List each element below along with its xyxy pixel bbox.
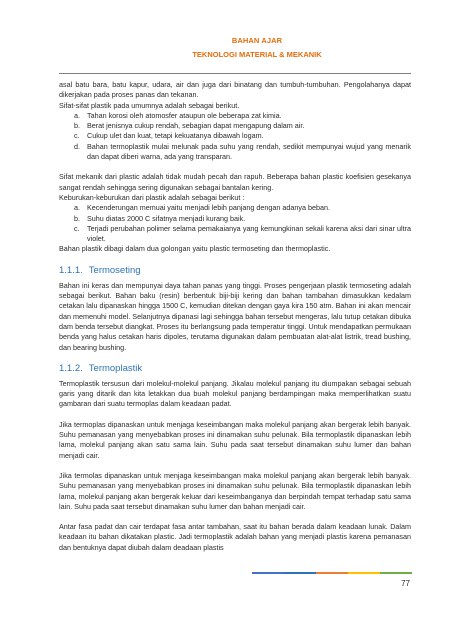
page-number: 77 bbox=[401, 579, 410, 588]
section-number: 1.1.2. bbox=[59, 362, 83, 374]
footer-color-bar bbox=[252, 572, 412, 574]
list-item bbox=[74, 223, 411, 245]
list-marker: c. bbox=[74, 223, 80, 233]
list-item-text: Berat jenisnya cukup rendah, sebagian dapat mengapung dalam air. bbox=[87, 121, 305, 131]
document-header bbox=[0, 36, 452, 59]
footer-bar-segment bbox=[316, 572, 348, 574]
paragraph: Bahan plastik dibagi dalam dua golongan yaitu plastic termoseting dan thermoplastic. bbox=[59, 244, 331, 254]
paragraph: Jika termoplas dipanaskan untuk menjaga keseimbangan maka molekul panjang akan bergerak lebih banyak. Suhu pemanasan yang menyebabkan proses ini dinamakan suhu pelunak. Bila termoplastik dipanaskan lebih lama, molekul panjang akan satu sama lain. Suhu pada saat tersebut dinamakan suhu lumer dan bahan menjadi cair. bbox=[59, 419, 411, 460]
section-heading-termoplastik bbox=[59, 353, 411, 379]
list-item-text: Suhu diatas 2000 C sifatnya menjadi kurang baik. bbox=[87, 213, 246, 223]
list-marker: a. bbox=[74, 110, 80, 120]
paragraph: asal batu bara, batu kapur, udara, air dan juga dari binatang dan tumbuh-tumbuhan. Pengolahanya dapat dikerjakan pada proses panas dan tekanan. bbox=[59, 80, 411, 100]
paragraph: Bahan ini keras dan mempunyai daya tahan panas yang tinggi. Proses pengerjaan plastik termoseting adalah sebagai berikut. Bahan baku (resin) berbentuk biji-biji kering dan bahan tambahan dimasukkan kedalam cetakan lalu dipanaskan hingga 1500 C, kemudian ditekan dengan gaya kira 150 atm. Bahan ini akan mencair dan memenuhi model. Selanjutnya dipanasi lagi sehingga bahan tersebut mengeras, lalu tutup cetakan dibuka dam benda tersebut diangkat. Proses itu berlangsung pada temperatur tinggi. Untuk mendapatkan permukaan benda yang halus cetakan haris dipoles, terutama digunakan dalam pembuatan alat-alat listrik, tread bushing, dan bearing bushing. bbox=[59, 280, 411, 352]
footer-bar-segment bbox=[348, 572, 380, 574]
section-title: Termoplastik bbox=[88, 362, 143, 374]
list-item-text: Cukup ulet dan kuat, tetapi kekuatanya dibawah logam. bbox=[87, 131, 264, 141]
header-title: BAHAN AJAR bbox=[231, 36, 283, 45]
list-item-text: Tahan korosi oleh atomosfer ataupun ole beberapa zat kimia. bbox=[87, 110, 282, 120]
paragraph: Sifat mekanik dari plastic adalah tidak mudah pecah dan rapuh. Beberapa bahan plastic koefisien gesekanya sangat rendah sehingga sering digunakan sebagai bantalan kering. bbox=[59, 172, 411, 192]
header-subtitle: TEKNOLOGI MATERIAL & MEKANIK bbox=[192, 50, 322, 59]
list-marker: b. bbox=[74, 213, 80, 223]
footer-bar-segment bbox=[252, 572, 284, 574]
list-marker: c. bbox=[74, 131, 80, 141]
list-item bbox=[74, 203, 411, 213]
list-marker: a. bbox=[74, 203, 80, 213]
list-item bbox=[74, 131, 411, 141]
drawbacks-list bbox=[59, 203, 411, 244]
paragraph: Keburukan-keburukan dari plastik adalah sebagai berikut : bbox=[59, 192, 245, 202]
list-item-text: Kecenderungan memuai yaitu menjadi lebih panjang dengan adanya beban. bbox=[87, 203, 330, 213]
paragraph: Antar fasa padat dan cair terdapat fasa antar tambahan, saat itu bahan berada dalam keadaan lunak. Dalam keadaan itu bahan dikatakan plastic. Jadi termoplastik adalah bahan yang menjadi plastis karena pemanasan dan bentuknya dapat diubah dalam deadaan plastis bbox=[59, 522, 411, 552]
footer-bar-segment bbox=[380, 572, 412, 574]
list-item bbox=[74, 213, 411, 224]
properties-list bbox=[59, 111, 411, 162]
paragraph: Termoplastik tersusun dari molekul-molekul panjang. Jikalau molekul panjang itu diumpakan sebagai sebuah garis yang ditarik dan kita letakkan dua buah molekul panjang berdampingan maka memperlihatkan suatu gambaran dari suatu termoplas dalam keadaan padat. bbox=[59, 378, 411, 409]
header-divider bbox=[59, 73, 411, 74]
section-heading-termoseting bbox=[59, 255, 411, 281]
list-marker: b. bbox=[74, 121, 80, 131]
list-item-text: Bahan termoplastik mulai melunak pada suhu yang rendah, sedikit mempunyai wujud yang menarik dan dapat diberi warna, ada yang transparan. bbox=[87, 141, 411, 162]
paragraph: Sifat-sifat plastik pada umumnya adalah sebagai berikut. bbox=[59, 100, 240, 110]
page-body bbox=[59, 80, 411, 553]
list-marker: d. bbox=[74, 141, 80, 151]
section-number: 1.1.1. bbox=[59, 264, 83, 276]
paragraph: Jika termolas dipanaskan untuk menjaga keseimbangan maka molekul panjang akan bergerak lebih banyak. Suhu pemanasan yang menyebabkan proses ini dinamakan suhu pelunak. Bila termoplastik dipanaskan lebih lama, molekul panjang akan bergerak keluar dari keseimbanganya dan berpindah tempat terhadap satu sama lain. Suhu pada saat tersebut dinamakan suhu lumer dan bahan menjadi cair. bbox=[59, 470, 411, 511]
section-title: Termoseting bbox=[88, 264, 141, 276]
list-item bbox=[74, 141, 411, 163]
footer-bar-segment bbox=[284, 572, 316, 574]
list-item bbox=[74, 121, 411, 131]
list-item-text: Terjadi perubahan polimer selama pemakaianya yang kemungkinan sekali karena aksi dari sinar ultra violet. bbox=[87, 223, 411, 244]
list-item bbox=[74, 110, 411, 121]
